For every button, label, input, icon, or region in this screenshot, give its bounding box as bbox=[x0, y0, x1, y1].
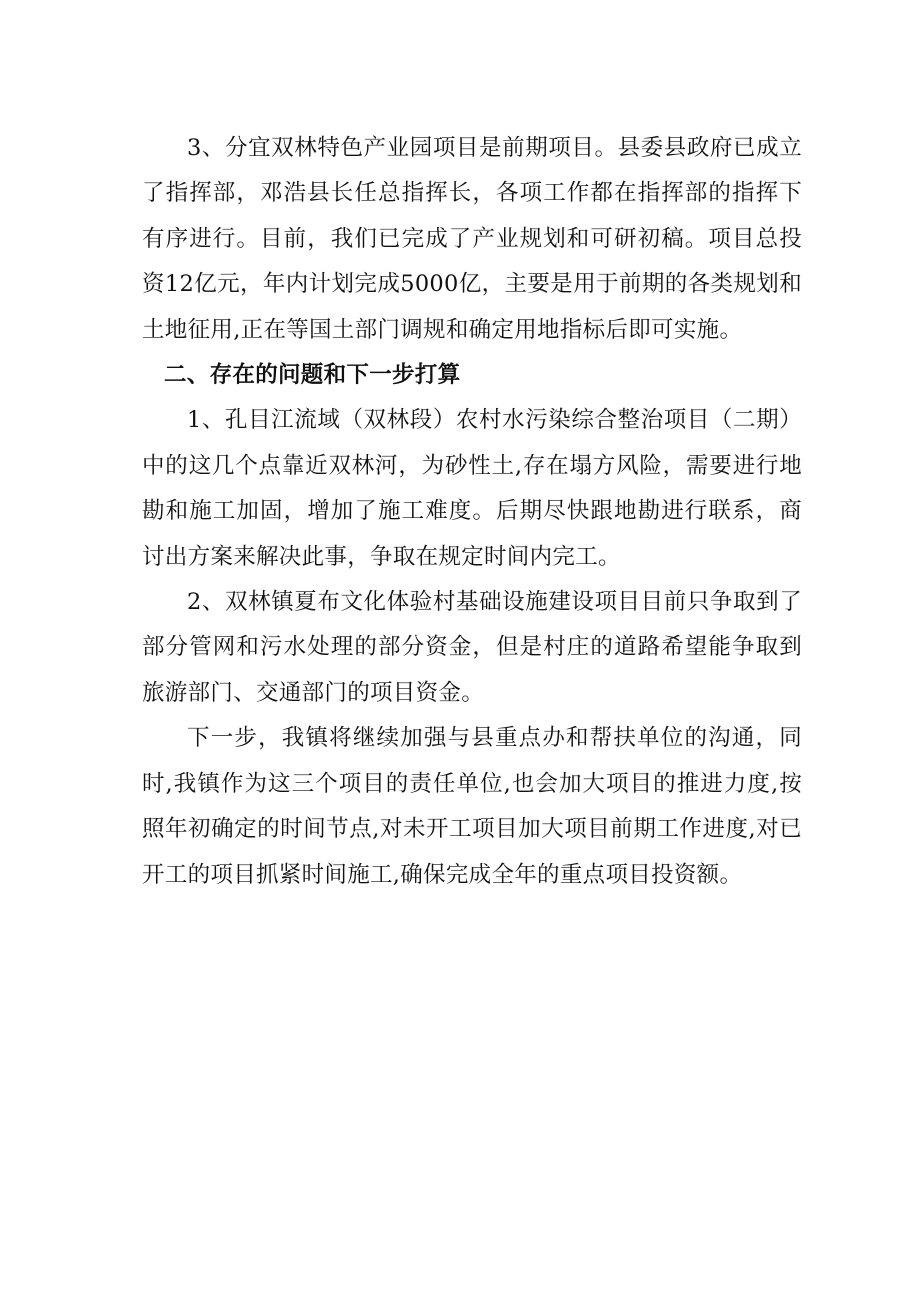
paragraph-water-pollution-project: 1、孔目江流域（双林段）农村水污染综合整治项目（二期）中的这几个点靠近双林河，为砂性土,存在塌方风险，需要进行地勘和施工加固，增加了施工难度。后期尽快跟地勘进行联系，商讨出方案来解决此事，争取在规定时间内完工。 bbox=[142, 407, 802, 570]
section-heading-problems-next-steps: 二、存在的问题和下一步打算 bbox=[164, 362, 461, 389]
paragraph-culture-village-project: 2、双林镇夏布文化体验村基础设施建设项目目前只争取到了部分管网和污水处理的部分资金，但是村庄的道路希望能争取到旅游部门、交通部门的项目资金。 bbox=[142, 589, 802, 706]
paragraph-next-steps: 下一步，我镇将继续加强与县重点办和帮扶单位的沟通，同时,我镇作为这三个项目的责任单位,也会加大项目的推进力度,按照年初确定的时间节点,对未开工项目加大项目前期工作进度,对已开工的项目抓紧时间施工,确保完成全年的重点项目投资额。 bbox=[142, 725, 802, 888]
paragraph-industrial-park: 3、分宜双林特色产业园项目是前期项目。县委县政府已成立了指挥部，邓浩县长任总指挥长，各项工作都在指挥部的指挥下有序进行。目前，我们已完成了产业规划和可研初稿。项目总投资12亿元，年内计划完成5000亿，主要是用于前期的各类规划和土地征用,正在等国土部门调规和确定用地指标后即可实施。 bbox=[142, 135, 802, 343]
document-page bbox=[142, 126, 802, 898]
